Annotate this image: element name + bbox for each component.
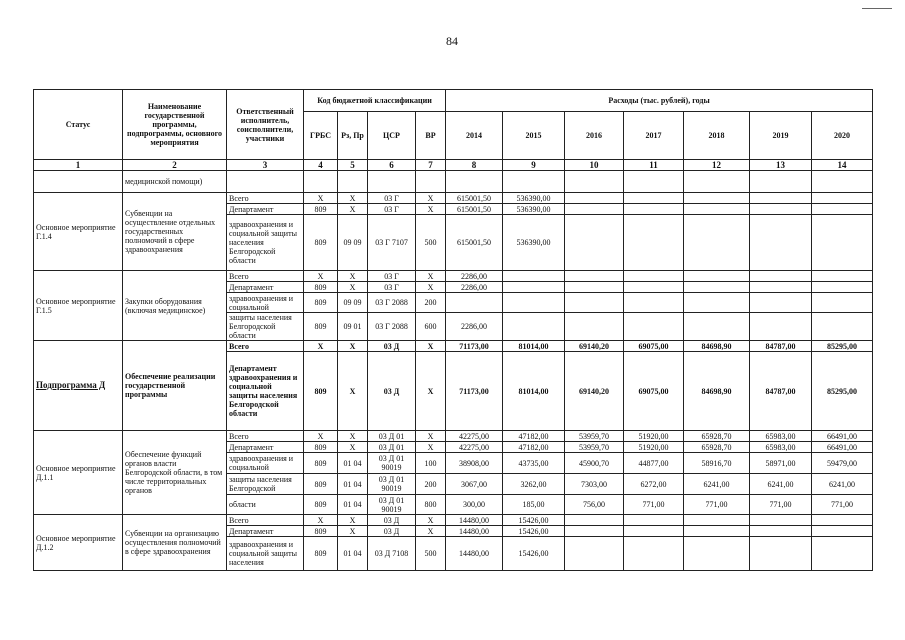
col-number: 7 — [416, 160, 446, 171]
vr-cell: 800 — [416, 495, 446, 515]
vr-cell: 200 — [416, 474, 446, 495]
col-number: 2 — [123, 160, 227, 171]
responsible-cell: Всего — [227, 271, 304, 282]
rzpr-cell: X — [338, 204, 368, 215]
amount-cell: 71173,00 — [446, 352, 503, 431]
csr-cell: 03 Д — [368, 526, 416, 537]
rzpr-cell: 01 04 — [338, 474, 368, 495]
grbs-cell: 809 — [304, 352, 338, 431]
amount-cell: 66491,00 — [812, 431, 873, 442]
status-cell: Основное мероприятие Д.1.1 — [34, 431, 123, 515]
grbs-cell: 809 — [304, 282, 338, 293]
grbs-cell: 809 — [304, 204, 338, 215]
amount-cell: 84698,90 — [684, 352, 750, 431]
amount-cell: 771,00 — [624, 495, 684, 515]
vr-cell: X — [416, 204, 446, 215]
responsible-cell: защиты населения Белгородской области — [227, 313, 304, 341]
year-header: 2019 — [750, 112, 812, 160]
amount-cell: 771,00 — [684, 495, 750, 515]
amount-cell: 58916,70 — [684, 453, 750, 474]
amount-cell: 65928,70 — [684, 431, 750, 442]
vr-cell: X — [416, 526, 446, 537]
csr-cell: 03 Г — [368, 204, 416, 215]
amount-cell: 615001,50 — [446, 215, 503, 271]
vr-cell: X — [416, 341, 446, 352]
amount-cell: 43735,00 — [503, 453, 565, 474]
col-number: 5 — [338, 160, 368, 171]
year-header: 2016 — [565, 112, 624, 160]
status-cell: Основное мероприятие Д.1.2 — [34, 515, 123, 571]
amount-cell: 536390,00 — [503, 193, 565, 204]
responsible-cell: Всего — [227, 431, 304, 442]
col-number: 10 — [565, 160, 624, 171]
vr-cell: X — [416, 431, 446, 442]
amount-cell: 45900,70 — [565, 453, 624, 474]
responsible-cell: Всего — [227, 193, 304, 204]
csr-cell: 03 Г 2088 — [368, 293, 416, 313]
amount-cell: 15426,00 — [503, 526, 565, 537]
amount-cell: 756,00 — [565, 495, 624, 515]
amount-cell: 771,00 — [750, 495, 812, 515]
col-responsible-header: Ответственный исполнитель, соисполнители, участники — [227, 90, 304, 160]
responsible-cell: Департамент — [227, 526, 304, 537]
amount-cell: 42275,00 — [446, 431, 503, 442]
rzpr-cell: 09 09 — [338, 215, 368, 271]
status-cell: Основное мероприятие Г.1.4 — [34, 193, 123, 271]
amount-cell: 59479,00 — [812, 453, 873, 474]
amount-cell: 53959,70 — [565, 431, 624, 442]
table-row — [34, 271, 873, 282]
amount-cell: 53959,70 — [565, 442, 624, 453]
grbs-header: ГРБС — [304, 112, 338, 160]
vr-cell: X — [416, 271, 446, 282]
csr-cell: 03 Д — [368, 341, 416, 352]
rzpr-cell: X — [338, 282, 368, 293]
amount-cell: 2286,00 — [446, 282, 503, 293]
grbs-cell: 809 — [304, 442, 338, 453]
csr-cell: 03 Г — [368, 193, 416, 204]
amount-cell: 6272,00 — [624, 474, 684, 495]
amount-cell: 44877,00 — [624, 453, 684, 474]
amount-cell: 6241,00 — [750, 474, 812, 495]
amount-cell: 615001,50 — [446, 193, 503, 204]
budget-code-header: Код бюджетной классификации — [304, 90, 446, 112]
amount-cell: 185,00 — [503, 495, 565, 515]
grbs-cell: 809 — [304, 526, 338, 537]
col-number: 3 — [227, 160, 304, 171]
grbs-cell: 809 — [304, 313, 338, 341]
grbs-cell: 809 — [304, 495, 338, 515]
csr-cell: 03 Д 01 90019 — [368, 453, 416, 474]
col-number: 12 — [684, 160, 750, 171]
rzpr-cell: X — [338, 271, 368, 282]
amount-cell: 42275,00 — [446, 442, 503, 453]
name-cell: Обеспечение реализации государственной программы — [123, 341, 227, 431]
page-number: 84 — [446, 34, 458, 48]
responsible-cell: Департамент — [227, 282, 304, 293]
name-cell: Субвенции на осуществление отдельных государственных полномочий в сфере здравоохранения — [123, 193, 227, 271]
amount-cell: 15426,00 — [503, 537, 565, 571]
vr-cell: 200 — [416, 293, 446, 313]
col-status-header: Статус — [34, 90, 123, 160]
responsible-cell: здравоохранения и социальной — [227, 453, 304, 474]
amount-cell: 536390,00 — [503, 204, 565, 215]
csr-cell: 03 Д 01 90019 — [368, 495, 416, 515]
amount-cell: 69075,00 — [624, 352, 684, 431]
rzpr-cell: 01 04 — [338, 495, 368, 515]
amount-cell: 615001,50 — [446, 204, 503, 215]
header-row-1 — [34, 90, 873, 112]
amount-cell: 15426,00 — [503, 515, 565, 526]
responsible-cell: Департамент — [227, 442, 304, 453]
continuation-row — [34, 171, 873, 193]
responsible-cell: здравоохранения и социальной защиты населения Белгородской области — [227, 215, 304, 271]
amount-cell: 84787,00 — [750, 352, 812, 431]
amount-cell: 81014,00 — [503, 341, 565, 352]
amount-cell: 2286,00 — [446, 313, 503, 341]
grbs-cell: 809 — [304, 453, 338, 474]
grbs-cell: X — [304, 271, 338, 282]
top-right-corner-mark — [862, 8, 892, 9]
rzpr-cell: X — [338, 193, 368, 204]
rzpr-cell: X — [338, 352, 368, 431]
vr-cell: X — [416, 515, 446, 526]
csr-cell: 03 Г 7107 — [368, 215, 416, 271]
amount-cell: 85295,00 — [812, 352, 873, 431]
grbs-cell: X — [304, 193, 338, 204]
responsible-cell: области — [227, 495, 304, 515]
rzpr-cell: 09 09 — [338, 293, 368, 313]
amount-cell: 51920,00 — [624, 442, 684, 453]
amount-cell: 58971,00 — [750, 453, 812, 474]
subprogram-status: Подпрограмма Д — [36, 380, 106, 390]
csr-cell: 03 Д 7108 — [368, 537, 416, 571]
rzpr-cell: 01 04 — [338, 537, 368, 571]
csr-cell: 03 Д — [368, 515, 416, 526]
csr-cell: 03 Д 01 — [368, 442, 416, 453]
year-header: 2014 — [446, 112, 503, 160]
grbs-cell: 809 — [304, 215, 338, 271]
amount-cell: 66491,00 — [812, 442, 873, 453]
grbs-cell: X — [304, 341, 338, 352]
amount-cell: 71173,00 — [446, 341, 503, 352]
rzpr-cell: X — [338, 526, 368, 537]
amount-cell: 69140,20 — [565, 352, 624, 431]
csr-cell: 03 Г — [368, 271, 416, 282]
responsible-cell: Всего — [227, 515, 304, 526]
vr-header: ВР — [416, 112, 446, 160]
table-row — [34, 431, 873, 442]
grbs-cell: X — [304, 515, 338, 526]
vr-cell: 500 — [416, 537, 446, 571]
col-number: 9 — [503, 160, 565, 171]
rzpr-cell: 01 04 — [338, 453, 368, 474]
amount-cell: 84787,00 — [750, 341, 812, 352]
year-header: 2017 — [624, 112, 684, 160]
csr-cell: 03 Д — [368, 352, 416, 431]
rzpr-cell: X — [338, 431, 368, 442]
grbs-cell: 809 — [304, 537, 338, 571]
csr-cell: 03 Д 01 90019 — [368, 474, 416, 495]
table-row — [34, 193, 873, 204]
amount-cell: 47182,00 — [503, 431, 565, 442]
col-number: 13 — [750, 160, 812, 171]
vr-cell: X — [416, 282, 446, 293]
rzpr-cell: 09 01 — [338, 313, 368, 341]
vr-cell: X — [416, 442, 446, 453]
amount-cell: 6241,00 — [812, 474, 873, 495]
vr-cell: 100 — [416, 453, 446, 474]
responsible-cell: Всего — [227, 341, 304, 352]
col-number: 6 — [368, 160, 416, 171]
name-cell: Закупки оборудования (включая медицинское) — [123, 271, 227, 341]
year-header: 2020 — [812, 112, 873, 160]
responsible-cell: защиты населения Белгородской — [227, 474, 304, 495]
amount-cell: 2286,00 — [446, 271, 503, 282]
amount-cell: 69140,20 — [565, 341, 624, 352]
csr-header: ЦСР — [368, 112, 416, 160]
amount-cell: 14480,00 — [446, 537, 503, 571]
year-header: 2018 — [684, 112, 750, 160]
col-number: 8 — [446, 160, 503, 171]
year-header: 2015 — [503, 112, 565, 160]
csr-cell: 03 Г 2088 — [368, 313, 416, 341]
grbs-cell: X — [304, 431, 338, 442]
vr-cell: 500 — [416, 215, 446, 271]
amount-cell: 65983,00 — [750, 431, 812, 442]
col-number: 4 — [304, 160, 338, 171]
budget-table-wrapper — [33, 89, 873, 595]
responsible-cell: здравоохранения и социальной защиты населения — [227, 537, 304, 571]
expenses-header: Расходы (тыс. рублей), годы — [446, 90, 873, 112]
vr-cell: 600 — [416, 313, 446, 341]
col-number: 11 — [624, 160, 684, 171]
responsible-cell: Департамент здравоохранения и социальной защиты населения Белгородской области — [227, 352, 304, 431]
amount-cell: 3067,00 — [446, 474, 503, 495]
rzpr-header: Рз, Пр — [338, 112, 368, 160]
rzpr-cell: X — [338, 341, 368, 352]
amount-cell: 14480,00 — [446, 515, 503, 526]
amount-cell: 51920,00 — [624, 431, 684, 442]
budget-table — [33, 89, 873, 571]
amount-cell: 6241,00 — [684, 474, 750, 495]
grbs-cell: 809 — [304, 474, 338, 495]
continuation-text: медицинской помощи) — [123, 171, 227, 193]
amount-cell: 536390,00 — [503, 215, 565, 271]
vr-cell: X — [416, 352, 446, 431]
amount-cell: 84698,90 — [684, 341, 750, 352]
status-cell: Основное мероприятие Г.1.5 — [34, 271, 123, 341]
amount-cell: 300,00 — [446, 495, 503, 515]
csr-cell: 03 Г — [368, 282, 416, 293]
col-name-header: Наименование государственной программы, подпрограммы, основного мероприятия — [123, 90, 227, 160]
amount-cell: 65983,00 — [750, 442, 812, 453]
amount-cell: 14480,00 — [446, 526, 503, 537]
amount-cell: 69075,00 — [624, 341, 684, 352]
amount-cell: 38908,00 — [446, 453, 503, 474]
amount-cell: 85295,00 — [812, 341, 873, 352]
col-number: 1 — [34, 160, 123, 171]
rzpr-cell: X — [338, 442, 368, 453]
table-row — [34, 515, 873, 526]
responsible-cell: Департамент — [227, 204, 304, 215]
column-number-row — [34, 160, 873, 171]
col-number: 14 — [812, 160, 873, 171]
name-cell: Обеспечение функций органов власти Белгородской области, в том числе территориальных органов — [123, 431, 227, 515]
amount-cell: 47182,00 — [503, 442, 565, 453]
table-row — [34, 341, 873, 352]
amount-cell: 7303,00 — [565, 474, 624, 495]
amount-cell: 81014,00 — [503, 352, 565, 431]
vr-cell: X — [416, 193, 446, 204]
rzpr-cell: X — [338, 515, 368, 526]
amount-cell: 65928,70 — [684, 442, 750, 453]
amount-cell: 771,00 — [812, 495, 873, 515]
grbs-cell: 809 — [304, 293, 338, 313]
name-cell: Субвенции на организацию осуществления полномочий в сфере здравоохранения — [123, 515, 227, 571]
responsible-cell: здравоохранения и социальной — [227, 293, 304, 313]
amount-cell: 3262,00 — [503, 474, 565, 495]
csr-cell: 03 Д 01 — [368, 431, 416, 442]
